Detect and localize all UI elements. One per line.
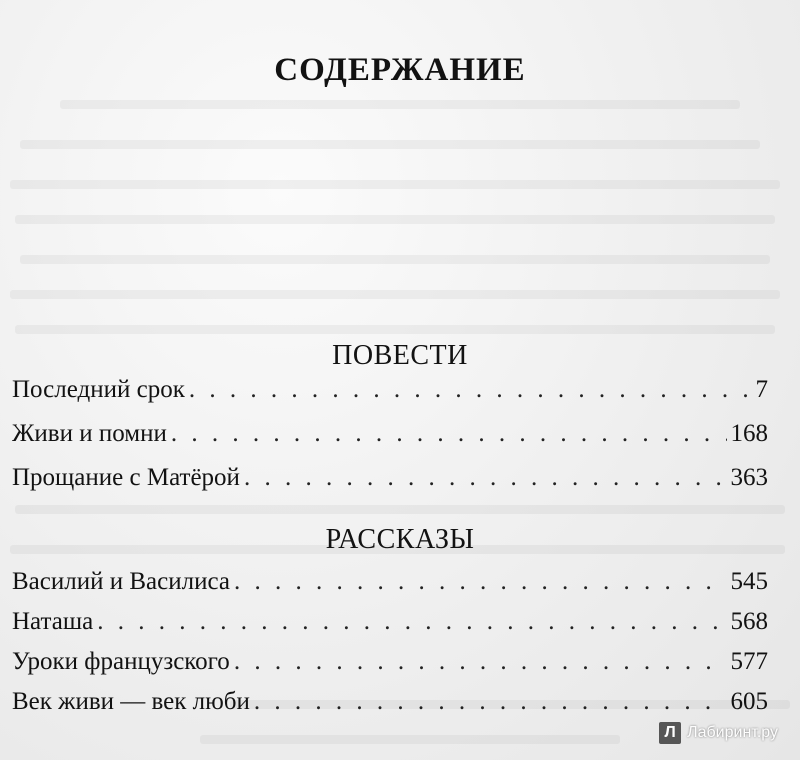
toc-entry[interactable]: [12, 376, 768, 412]
toc-entry-page: 7: [755, 376, 768, 403]
toc-entry[interactable]: [12, 420, 768, 456]
dot-leader: [254, 688, 727, 716]
toc-entry-title: Прощание с Матёрой: [12, 464, 240, 491]
section-heading-rasskazy: РАССКАЗЫ: [325, 524, 475, 555]
toc-entry-page: 577: [730, 648, 768, 675]
toc-entry-page: 605: [730, 688, 768, 715]
section-heading-povesti: ПОВЕСТИ: [332, 340, 468, 371]
dot-leader: [171, 420, 727, 448]
toc-entry-title: Уроки французского: [12, 648, 230, 675]
watermark: [659, 722, 778, 744]
toc-entry-title: Василий и Василиса: [12, 568, 230, 595]
watermark-text: Лабиринт.ру: [687, 724, 778, 741]
dot-leader: [234, 568, 727, 596]
toc-entry-title: Век живи — век люби: [12, 688, 250, 715]
toc-entry-title: Наташа: [12, 608, 94, 635]
toc-entry-title: Живи и помни: [12, 420, 167, 447]
toc-entry[interactable]: [12, 464, 768, 500]
toc-entry[interactable]: [12, 688, 768, 724]
toc-entry[interactable]: [12, 568, 768, 604]
dot-leader: [189, 376, 752, 404]
toc-entry-page: 568: [730, 608, 768, 635]
toc-entry-page: 168: [730, 420, 768, 447]
toc-entry-page: 545: [730, 568, 768, 595]
dot-leader: [234, 648, 727, 676]
dot-leader: [97, 608, 726, 636]
toc-entry[interactable]: [12, 608, 768, 644]
toc-entry[interactable]: [12, 648, 768, 684]
toc-entry-page: 363: [730, 464, 768, 491]
labirint-logo-icon: Л: [659, 722, 681, 744]
dot-leader: [244, 464, 727, 492]
contents-title: СОДЕРЖАНИЕ: [274, 52, 526, 88]
toc-entry-title: Последний срок: [12, 376, 185, 403]
